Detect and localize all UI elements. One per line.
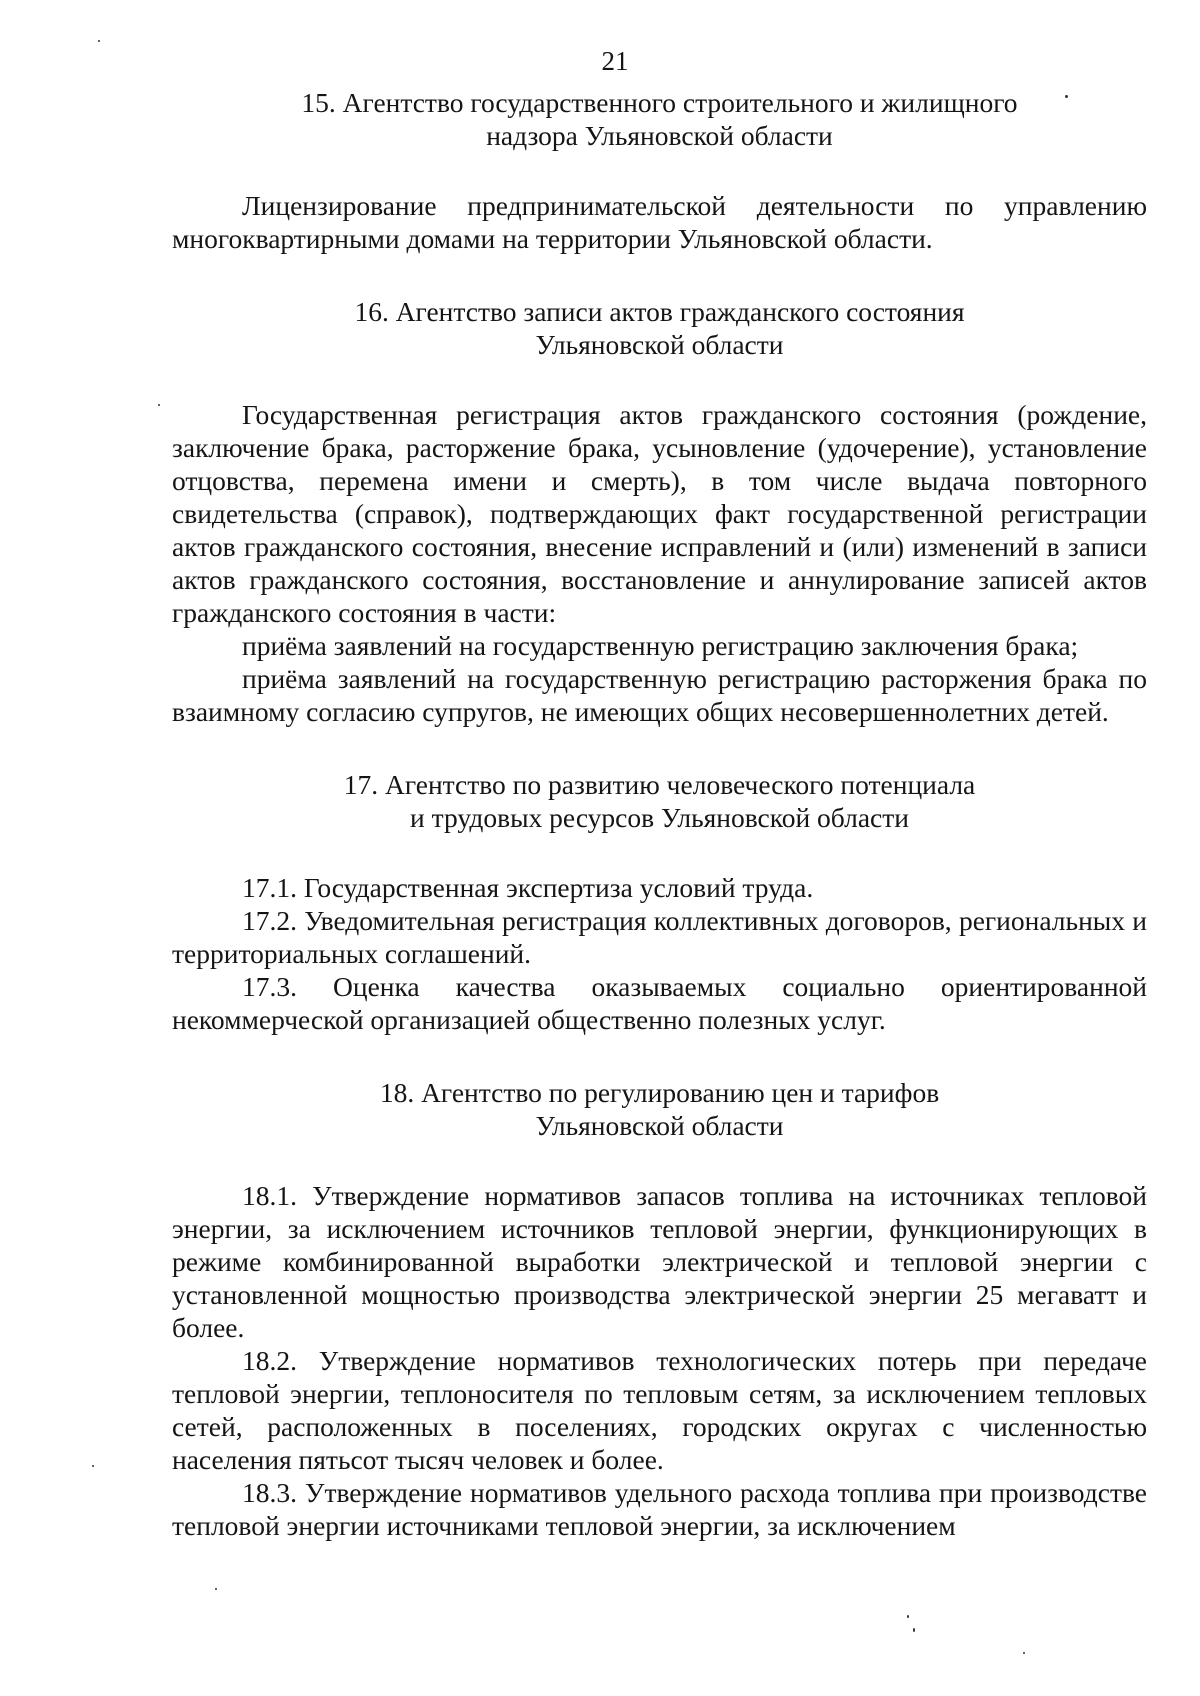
heading-line: Ульяновской области: [535, 1110, 784, 1141]
scan-speck: [913, 1628, 915, 1632]
scan-speck: [98, 40, 100, 42]
scan-speck: [215, 1588, 217, 1590]
section-heading: [172, 86, 1147, 152]
paragraph: Лицензирование предпринимательской деятельности по управлению многоквартирными домами на территории Ульяновской области.: [172, 190, 1147, 254]
section-17: [172, 768, 1147, 1036]
scan-speck: [907, 1615, 909, 1618]
paragraph: 17.3. Оценка качества оказываемых социально ориентированной некоммерческой организацией общественно полезных услуг.: [172, 971, 1147, 1035]
heading-line: 17. Агентство по развитию человеческого потенциала: [343, 769, 976, 800]
paragraph: 18.1. Утверждение нормативов запасов топлива на источниках тепловой энергии, за исключением источников тепловой энергии, функционирующих в режиме комбинированной выработки электрической и тепловой энергии с установленной мощностью производства электрической энергии 25 мегаватт и более.: [172, 1180, 1147, 1343]
scan-speck: [158, 404, 160, 406]
heading-line: Ульяновской области: [535, 329, 784, 360]
scan-speck: [1065, 95, 1068, 98]
heading-line: 15. Агентство государственного строительного и жилищного: [301, 87, 1018, 118]
paragraph: 18.2. Утверждение нормативов технологических потерь при передаче тепловой энергии, теплоносителя по тепловым сетям, за исключением тепловых сетей, расположенных в поселениях, городских округах с численностью населения пятьсот тысяч человек и более.: [172, 1345, 1147, 1475]
document-body: [172, 86, 1147, 1542]
heading-line: 18. Агентство по регулированию цен и тарифов: [379, 1077, 940, 1108]
page-number: 21: [601, 46, 629, 76]
section-heading: [172, 1076, 1147, 1142]
paragraph: 17.2. Уведомительная регистрация коллективных договоров, региональных и территориальных соглашений.: [172, 905, 1147, 969]
heading-line: и трудовых ресурсов Ульяновской области: [410, 802, 909, 833]
section-15: [172, 86, 1147, 255]
section-heading: [172, 768, 1147, 834]
section-16: [172, 295, 1147, 728]
paragraph: приёма заявлений на государственную регистрацию расторжения брака по взаимному согласию супругов, не имеющих общих несовершеннолетних детей.: [172, 663, 1147, 727]
heading-line: 16. Агентство записи актов гражданского состояния: [354, 296, 965, 327]
paragraph: Государственная регистрация актов гражданского состояния (рождение, заключение брака, расторжение брака, усыновление (удочерение), установление отцовства, перемена имени и смерть), в том числе выдача повторного свидетельства (справок), подтверждающих факт государственной регистрации актов гражданского состояния, внесение исправлений и (или) изменений в записи актов гражданского состояния, восстановление и аннулирование записей актов гражданского состояния в части:: [172, 399, 1147, 628]
paragraph: 17.1. Государственная экспертиза условий труда.: [242, 872, 814, 903]
scan-speck: [1023, 1652, 1025, 1654]
section-18: [172, 1076, 1147, 1542]
section-heading: [172, 295, 1147, 361]
paragraph: приёма заявлений на государственную регистрацию заключения брака;: [242, 630, 1079, 661]
heading-line: надзора Ульяновской области: [486, 120, 833, 151]
paragraph: 18.3. Утверждение нормативов удельного расхода топлива при производстве тепловой энергии источниками тепловой энергии, за исключением: [172, 1477, 1147, 1541]
scan-speck: [92, 1465, 94, 1467]
